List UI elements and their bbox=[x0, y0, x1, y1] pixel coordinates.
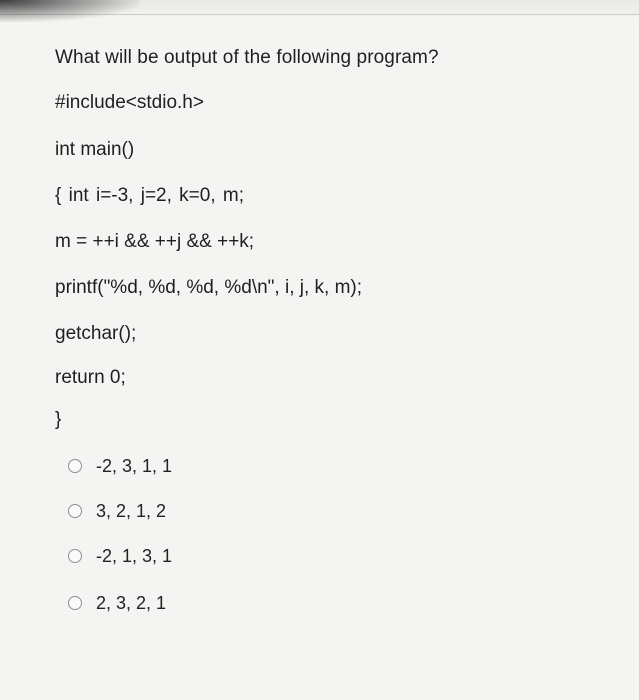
option-label: 2, 3, 2, 1 bbox=[96, 592, 167, 613]
code-line-include: #include<stdio.h> bbox=[55, 92, 204, 113]
option-3[interactable] bbox=[68, 544, 172, 568]
radio-button[interactable] bbox=[68, 459, 82, 473]
option-4[interactable] bbox=[68, 591, 166, 615]
radio-button[interactable] bbox=[68, 596, 82, 610]
code-line-close-brace: } bbox=[55, 409, 62, 430]
option-1[interactable] bbox=[68, 454, 172, 478]
option-2[interactable] bbox=[68, 499, 166, 523]
option-label: -2, 3, 1, 1 bbox=[96, 455, 173, 476]
option-label: -2, 1, 3, 1 bbox=[96, 545, 173, 566]
code-line-main: int main() bbox=[55, 139, 135, 160]
question-text: What will be output of the following program? bbox=[55, 47, 439, 68]
radio-button[interactable] bbox=[68, 504, 82, 518]
radio-button[interactable] bbox=[68, 549, 82, 563]
code-line-getchar: getchar(); bbox=[55, 323, 137, 344]
code-line-printf: printf("%d, %d, %d, %d\n", i, j, k, m); bbox=[55, 277, 363, 298]
code-line-assign: m = ++i && ++j && ++k; bbox=[55, 231, 255, 252]
option-label: 3, 2, 1, 2 bbox=[96, 500, 167, 521]
code-line-declare: { int i=-3, j=2, k=0, m; bbox=[55, 185, 245, 206]
corner-shadow bbox=[0, 0, 140, 22]
code-line-return: return 0; bbox=[55, 367, 126, 388]
